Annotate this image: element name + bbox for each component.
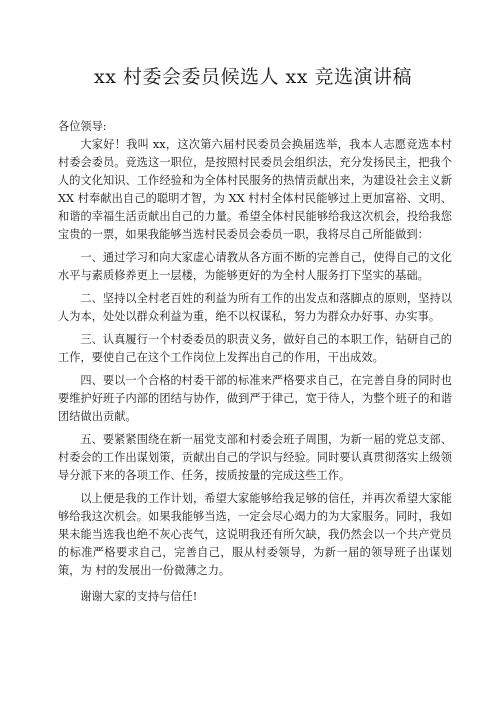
- paragraph-intro: 大家好！我叫 xx，这次第六届村民委员会换届选举，我本人志愿竞选本村村委会委员。竞选这一职位，是按照村民委员会组织法，充分发扬民主，把我个人的文化知识、工作经验和为全体村民服务的热情贡献出来，为建设社会主义新 XX 村奉献出自己的聪明才智，为 XX 村村全体村民能够过上更加富裕、文明、和谐的幸福生活贡献出自己的力量。希望全体村民能够给我这次机会，投给我您宝贵的一票，如果我能够当选村民委员会委员一职，我将尽自己所能做到：: [58, 138, 452, 241]
- paragraph-point-3: 三、认真履行一个村委委员的职责义务，做好自己的本职工作，钻研自己的工作，要使自己在这个工作岗位上发挥出自己的作用，干出成效。: [58, 333, 452, 364]
- paragraph-conclusion: 以上便是我的工作计划，希望大家能够给我足够的信任，并再次希望大家能够给我这次机会。如果我能够当选，一定会尽心竭力的为大家服务。同时，我如果未能当选我也绝不灰心丧气，这说明我还有所欠缺，我仍然会以一个共产党员的标准严格要求自己，完善自己，服从村委领导，为新一届的领导班子出谋划策，为 村的发展出一份微薄之力。: [58, 492, 452, 577]
- paragraph-point-2: 二、坚持以全村老百姓的利益为所有工作的出发点和落脚点的原则，坚持以人为本，处处以群众利益为重，绝不以权谋私，努力为群众办好事、办实事。: [58, 292, 452, 323]
- paragraph-point-1: 一、通过学习和向大家虚心请教从各方面不断的完善自己，使得自己的文化水平与素质修养更上一层楼，为能够更好的为全村人服务打下坚实的基础。: [58, 251, 452, 282]
- closing-thanks: 谢谢大家的支持与信任!: [80, 590, 198, 603]
- salutation: 各位领导:: [58, 120, 107, 133]
- paragraph-point-4: 四、要以一个合格的村委干部的标准来严格要求自己，在完善自身的同时也要维护好班子内部的团结与协作，做到严于律己，宽于待人，为整个班子的和谐团结做出贡献。: [58, 374, 452, 423]
- document-title: xx 村委会委员候选人 xx 竞选演讲稿: [94, 66, 412, 88]
- paragraph-point-5: 五、要紧紧围绕在新一届党支部和村委会班子周围，为新一届的党总支部、村委会的工作出谋划策，贡献出自己的学识与经验。同时要认真贯彻落实上级领导分派下来的各项工作、任务，按质按量的完成这些工作。: [58, 433, 452, 482]
